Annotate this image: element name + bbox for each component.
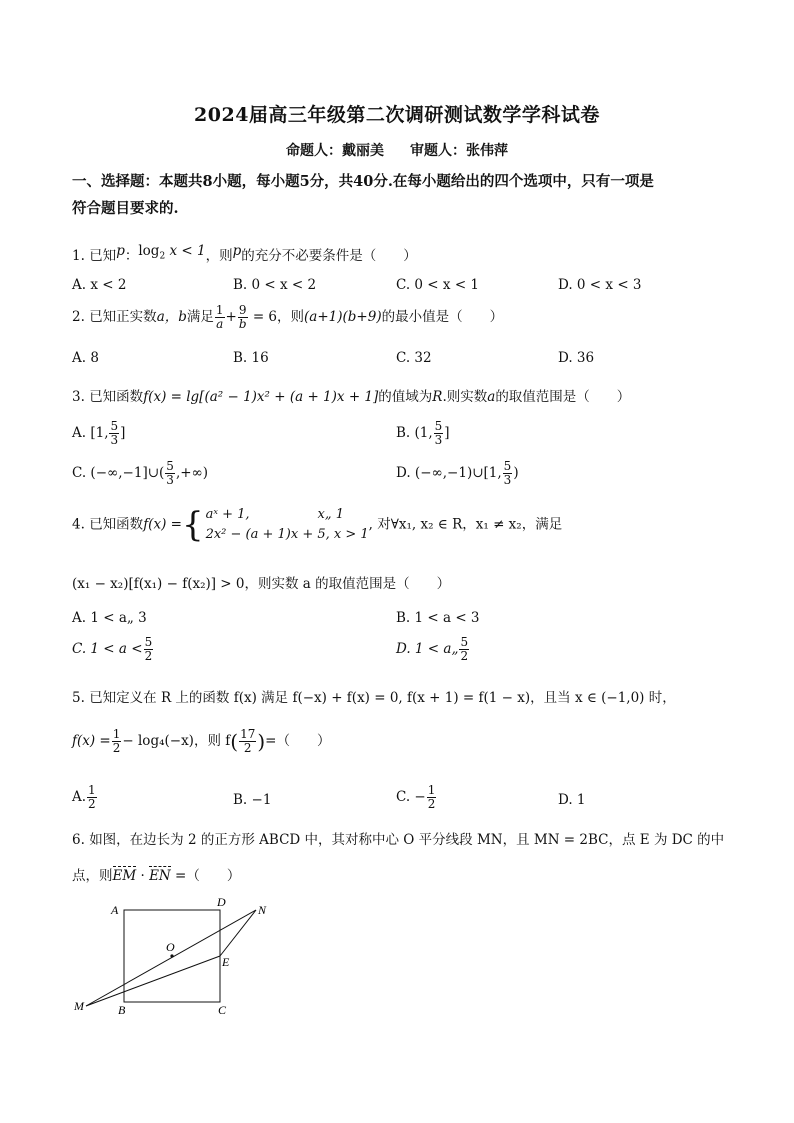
question-6: 6. 如图，在边长为 2 的正方形 ABCD 中，其对称中心 O 平分线段 MN，且 MN = 2BC，点 E 为 DC 的中 — [72, 832, 725, 848]
label-m: M — [74, 999, 84, 1013]
q1-option-d[interactable]: D. 0 < x < 3 — [558, 277, 642, 293]
question-3: 3. 已知函数f(x) = lg[(a² − 1)x² + (a + 1)x + 1]的值域为R.则实数a的取值范围是（ ） — [72, 389, 631, 405]
q5-option-a[interactable]: A. $\frac{1}{2}$ — [72, 783, 96, 811]
question-reviewer: 审题人：张伟萍 — [410, 143, 508, 159]
label-e: E — [222, 955, 230, 969]
q3-option-d[interactable]: D. (−∞,−1)∪[1, $\frac{5}{3}$ ) — [396, 459, 519, 487]
question-6-line2: 点，则EM · EN =（ ） — [72, 868, 241, 884]
label-c: C — [218, 1003, 227, 1017]
q1-option-b[interactable]: B. 0 < x < 2 — [233, 277, 317, 293]
exam-authors — [0, 140, 794, 160]
question-5: 5. 已知定义在 R 上的函数 f(x) 满足 f(−x) + f(x) = 0, f(x + 1) = f(1 − x)，且当 x ∈ (−1,0) 时， — [72, 690, 676, 706]
question-2: 2. 已知正实数a，b满足 $\frac{1}{a}$ + $\frac{9}{b}$ = 6，则(a+1)(b+9)的最小值是（ ） — [72, 303, 504, 331]
piecewise-function: aˣ + 1, x„ 1 2x² − (a + 1)x + 5, x > 1 — [205, 507, 369, 542]
q3-option-b[interactable]: B. (1, $\frac{5}{3}$ ] — [396, 419, 450, 447]
q1-option-a[interactable]: A. x < 2 — [72, 277, 127, 293]
question-5-line2: f(x) = $\frac{1}{2}$ − log₄(−x)，则 f( $\frac{17}{2}$ )=（ ） — [72, 727, 331, 755]
section-heading: 一、选择题：本题共8小题，每小题5分，共40分.在每小题给出的四个选项中，只有一项是 符合题目要求的. — [72, 173, 654, 217]
segment-me — [86, 956, 220, 1006]
exam-title: 2024届高三年级第二次调研测试数学学科试卷 — [194, 104, 600, 126]
q2-option-d[interactable]: D. 36 — [558, 350, 595, 366]
label-d: D — [217, 895, 226, 909]
q4-option-a[interactable]: A. 1 < a„ 3 — [72, 610, 147, 626]
label-n: N — [258, 903, 267, 917]
q3-option-c[interactable]: C. (−∞,−1]∪( $\frac{5}{3}$ ,+∞) — [72, 459, 209, 487]
q3-option-a[interactable]: A. [1, $\frac{5}{3}$ ] — [72, 419, 126, 447]
segment-en — [220, 910, 256, 956]
question-1: 1. 已知p：$\log_2 x < 1$，则p的充分不必要条件是（ ） — [72, 243, 417, 264]
q4-option-d[interactable]: D. 1 < a„ $\frac{5}{2}$ — [396, 635, 469, 663]
segment-mn — [86, 910, 256, 1006]
q4-option-c[interactable]: C. 1 < a < $\frac{5}{2}$ — [72, 635, 153, 663]
label-o: O — [166, 940, 175, 954]
q5-option-c[interactable]: C. − $\frac{1}{2}$ — [396, 783, 436, 811]
q4-option-b[interactable]: B. 1 < a < 3 — [396, 610, 480, 626]
q5-option-d[interactable]: D. 1 — [558, 792, 586, 808]
q2-option-a[interactable]: A. 8 — [72, 350, 99, 366]
vector-en: EN — [149, 868, 171, 884]
q5-option-b[interactable]: B. −1 — [233, 792, 272, 808]
question-4-line2: (x₁ − x₂)[f(x₁) − f(x₂)] > 0，则实数 a 的取值范围是（ ） — [72, 576, 451, 592]
question-4: 4. 已知函数f(x) ={ aˣ + 1, x„ 1 2x² − (a + 1)x + 5, x > 1, 对∀x₁, x₂ ∈ R，x₁ ≠ x₂，满足 — [72, 505, 563, 545]
vector-em: EM — [112, 868, 137, 884]
square-figure — [60, 890, 300, 1025]
label-b: B — [118, 1003, 126, 1017]
q2-option-c[interactable]: C. 32 — [396, 350, 432, 366]
question-setter: 命题人：戴丽美 — [286, 143, 384, 159]
point-o — [170, 954, 173, 957]
q1-option-c[interactable]: C. 0 < x < 1 — [396, 277, 480, 293]
label-a: A — [111, 903, 119, 917]
q2-option-b[interactable]: B. 16 — [233, 350, 269, 366]
